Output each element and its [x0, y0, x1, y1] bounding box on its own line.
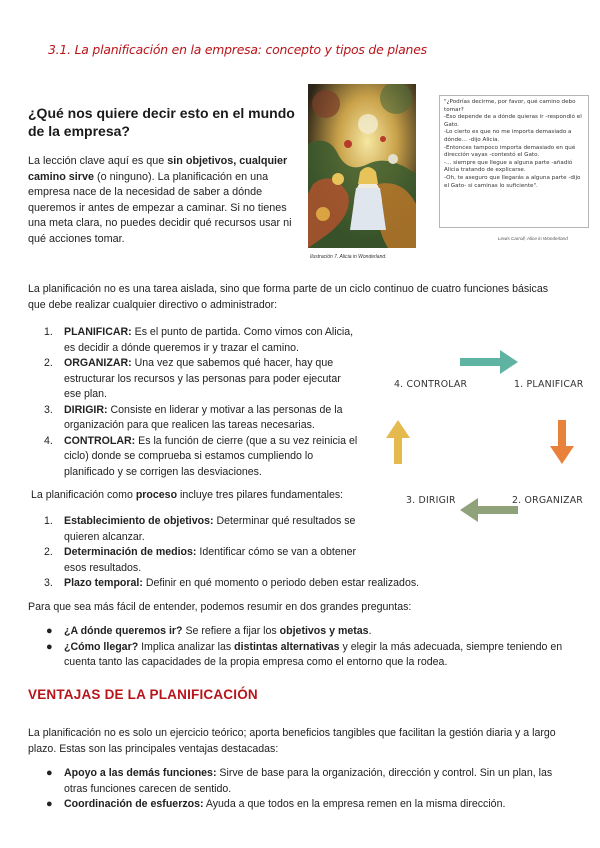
- list-item: [44, 356, 360, 403]
- list-number: 3.: [44, 403, 53, 416]
- question-text: Implica analizar las: [138, 640, 235, 653]
- list-item: [44, 766, 574, 797]
- bullet-icon: ●: [46, 625, 53, 637]
- cycle-label-organizar: 2. ORGANIZAR: [512, 495, 584, 506]
- summary-paragraph: Para que sea más fácil de entender, podemos resumir en dos grandes preguntas:: [28, 601, 412, 613]
- ventajas-heading: VENTAJAS DE LA PLANIFICACIÓN: [28, 687, 258, 702]
- question-emphasis: distintas alternativas: [234, 640, 340, 653]
- list-item: [44, 514, 360, 545]
- management-cycle-diagram: [362, 340, 594, 540]
- process-paragraph: [31, 488, 571, 504]
- list-number: 2.: [44, 546, 53, 558]
- quote-line: -Oh, te aseguro que llegarás a alguna parte -dijo el Gato- si caminas lo suficiente".: [444, 174, 581, 189]
- list-item: [44, 797, 574, 813]
- list-item: [44, 624, 574, 640]
- function-name: CONTROLAR:: [64, 434, 136, 447]
- process-bold: proceso: [135, 489, 178, 501]
- cycle-arrows: [362, 340, 594, 540]
- process-text-1: La planificación como: [31, 489, 136, 501]
- question-bold: ¿A dónde queremos ir?: [64, 625, 183, 637]
- question-bold: ¿Cómo llegar?: [64, 640, 139, 653]
- ventaja-name: Coordinación de esfuerzos:: [64, 798, 204, 810]
- quote-line: -Eso depende de a dónde quieras ir -respondió el Gato.: [444, 114, 582, 128]
- list-item: [44, 434, 360, 481]
- pillar-name: Determinación de medios:: [64, 546, 197, 558]
- lead-text-2: (o ninguno). La planificación en una empresa nace de la necesidad de saber a dónde queremos ir antes de empezar a caminar. Si no tienes una meta clara, no puedes decidir qué recursos usar ni qué acciones tomar.: [28, 170, 292, 245]
- alice-illustration-art: [308, 84, 416, 248]
- list-item: [44, 545, 360, 576]
- list-number: 1.: [44, 326, 53, 338]
- ventajas-intro: La planificación no es solo un ejercicio teórico; aporta beneficios tangibles que facilitan la gestión diaria y a largo plazo. Estas son las principales ventajas destacadas:: [28, 727, 556, 755]
- pillar-text: Determinar qué resultados se quieren alcanzar.: [64, 515, 356, 543]
- arrow-planificar: [460, 350, 518, 374]
- pillars-list: [44, 514, 420, 592]
- function-name: PLANIFICAR:: [64, 326, 132, 338]
- function-text: Consiste en liderar y motivar a las personas de la organización para que realicen las tareas necesarias.: [64, 403, 343, 431]
- question-text: Se refiere a fijar los: [182, 625, 280, 637]
- cycle-intro-paragraph: La planificación no es una tarea aislada, sino que forma parte de un ciclo continuo de cuatro funciones básicas que debe realizar cualquier directivo o administrador:: [28, 283, 549, 311]
- function-text: Es la función de cierre (que a su vez reinicia el ciclo) donde se comprueba si estamos cumpliendo lo planificado y se corrigen las desviaciones.: [64, 434, 358, 478]
- section-heading: ¿Qué nos quiere decir esto en el mundo de la empresa?: [28, 105, 295, 139]
- pillar-text: Identificar cómo se van a obtener esos resultados.: [64, 546, 357, 574]
- ventaja-name: Apoyo a las demás funciones:: [64, 767, 217, 779]
- question-text: y elegir la más adecuada, siempre teniendo en cuenta tanto las capacidades de la propia empresa como el entorno que la rodea.: [64, 640, 563, 668]
- function-name: DIRIGIR:: [64, 403, 108, 416]
- functions-list: [44, 325, 360, 480]
- cycle-label-planificar: 1. PLANIFICAR: [514, 379, 584, 390]
- list-item: [44, 640, 574, 671]
- function-text: Es el punto de partida. Como vimos con Alicia, es decidir a dónde queremos ir y trazar el camino.: [64, 326, 354, 354]
- quote-author: Lewis Carroll, Alice in Wonderland: [498, 236, 568, 241]
- function-text: Una vez que sabemos qué hacer, hay que estructurar los recursos y las personas para poder ejecutar ese plan.: [64, 357, 341, 400]
- list-item: [44, 403, 360, 434]
- ventajas-list: [44, 766, 574, 813]
- list-number: 1.: [44, 515, 53, 527]
- list-item: [44, 325, 360, 356]
- lead-text-1: La lección clave aquí es que: [28, 155, 168, 167]
- list-number: 4.: [44, 434, 53, 447]
- quote-box: [439, 95, 589, 228]
- ventaja-text: Sirve de base para la organización, dirección y control. Sin un plan, las otras funciones carecen de sentido.: [64, 767, 553, 795]
- questions-list: [44, 624, 574, 671]
- cycle-label-controlar: 4. CONTROLAR: [394, 379, 468, 390]
- process-text-2: incluye tres pilares fundamentales:: [177, 489, 344, 501]
- quote-line: -Entonces tampoco importa demasiado en qué dirección vayas -contestó el Gato.: [444, 144, 576, 159]
- quote-line: -Lo cierto es que no me importa demasiado a dónde... -dijo Alicia.: [444, 129, 572, 143]
- bullet-icon: ●: [46, 767, 53, 779]
- arrow-controlar: [386, 420, 410, 464]
- question-emphasis: objetivos y metas: [279, 625, 369, 637]
- page-title: 3.1. La planificación en la empresa: concepto y tipos de planes: [48, 42, 427, 57]
- cycle-label-dirigir: 3. DIRIGIR: [406, 495, 456, 506]
- bullet-icon: ●: [46, 640, 53, 653]
- quote-line: "¿Podrías decirme, por favor, qué camino debo tomar?: [444, 99, 576, 113]
- lead-bold: sin objetivos, cualquier camino sirve: [28, 155, 288, 183]
- bullet-icon: ●: [46, 798, 53, 810]
- lead-paragraph: [28, 154, 300, 247]
- pillar-text: Definir en qué momento o periodo deben estar realizados.: [142, 577, 420, 589]
- question-text: .: [368, 625, 372, 637]
- list-item: [44, 576, 464, 592]
- function-name: ORGANIZAR:: [64, 357, 132, 369]
- ventaja-text: Ayuda a que todos en la empresa remen en la misma dirección.: [203, 798, 506, 810]
- quote-line: -... siempre que llegue a alguna parte -añadió Alicia tratando de explicarse.: [444, 159, 573, 174]
- illustration-caption: Ilustración 7. Alicia in Wonderland.: [310, 254, 387, 260]
- list-number: 3.: [44, 577, 53, 589]
- alice-illustration: [308, 84, 416, 248]
- list-number: 2.: [44, 357, 53, 369]
- pillar-name: Plazo temporal:: [64, 577, 143, 589]
- pillar-name: Establecimiento de objetivos:: [64, 515, 214, 527]
- arrow-organizar: [550, 420, 574, 464]
